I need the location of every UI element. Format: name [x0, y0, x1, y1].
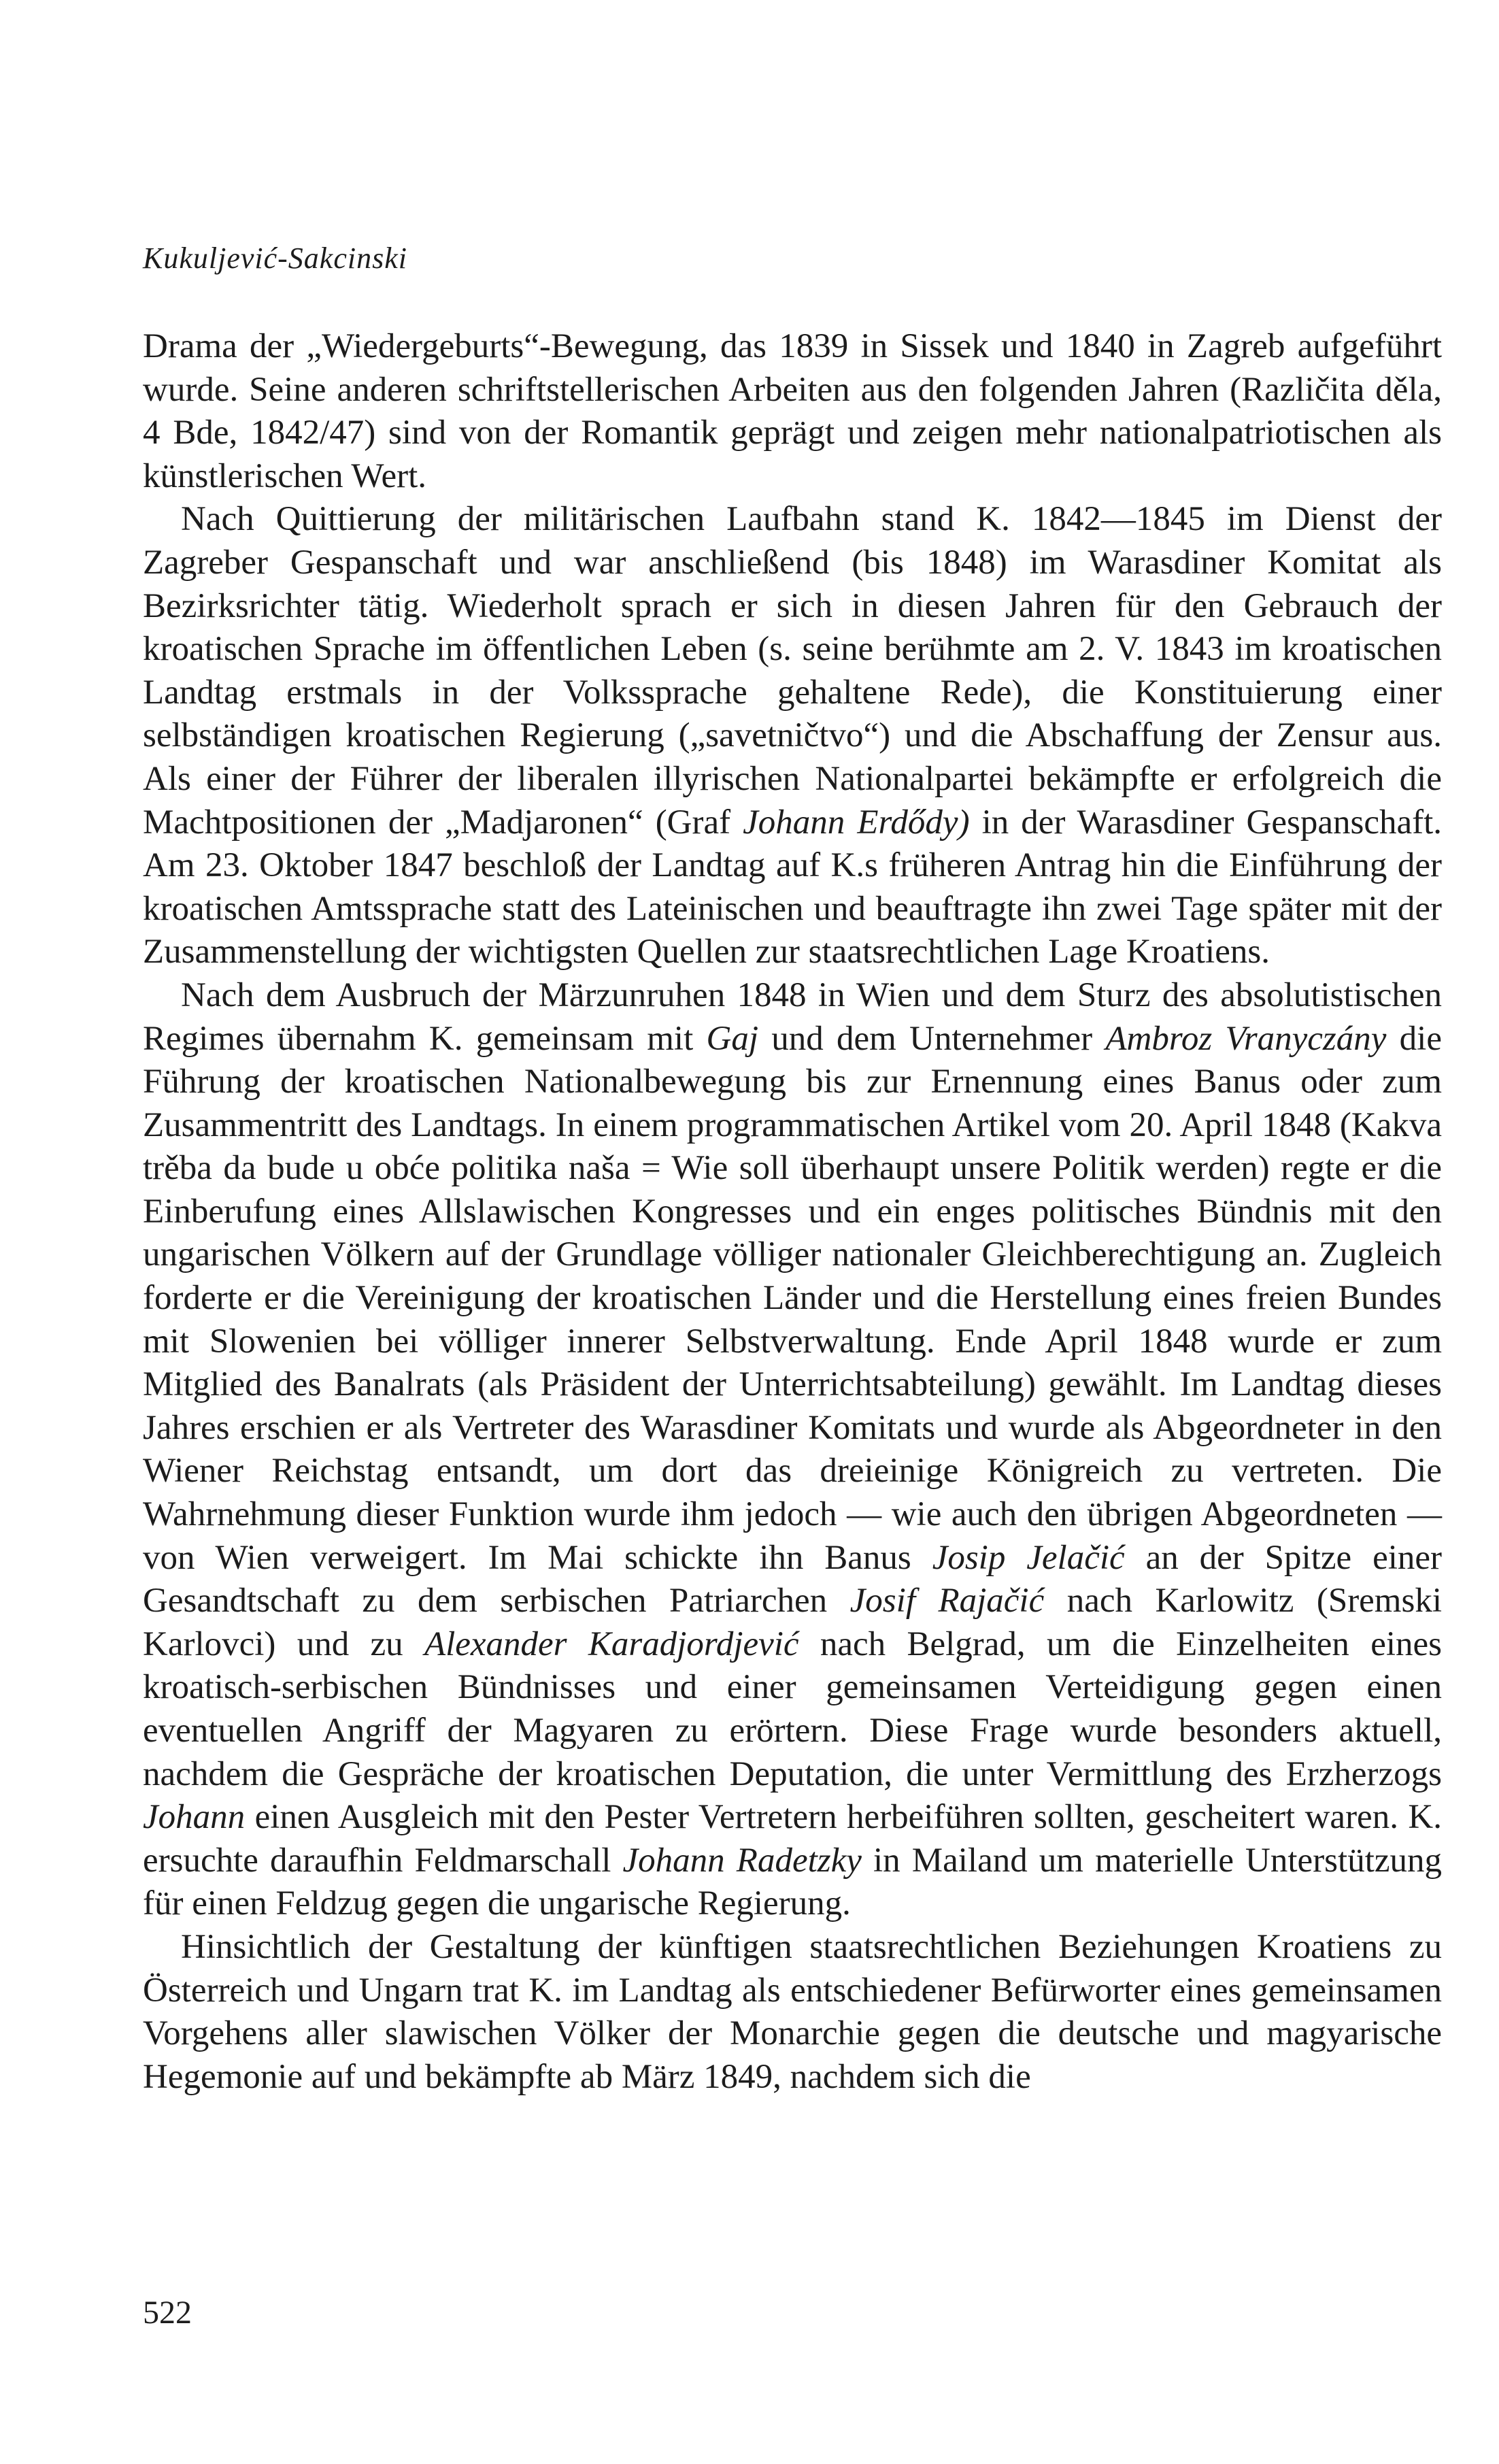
text-segment: und dem Unternehmer	[758, 1019, 1106, 1058]
text-segment: nach Karlowitz (Sremski Karlovci) und zu	[143, 1582, 1442, 1663]
italic-name: Johann Radetzky	[622, 1841, 862, 1880]
italic-name: Josip Jelačić	[932, 1538, 1125, 1577]
text-segment: Hinsichtlich der Gestaltung der künftigen staatsrechtlichen Beziehungen Kroatiens zu Österreich und Ungarn trat K. im Landtag als entschiedener Befürworter eines gemeinsamen Vorgehens aller slawischen Völker der Monarchie gegen die deutsche und magyarische Hegemonie auf und bekämpfte ab März 1849, nachdem sich die	[143, 1927, 1442, 2096]
paragraph-p3	[143, 974, 1442, 1926]
text-segment: in Mailand um materielle Unterstützung für einen Feldzug gegen die ungarische Regierung.	[143, 1841, 1443, 1923]
paragraph-p1	[143, 325, 1442, 498]
italic-name: Johann	[143, 1798, 246, 1837]
italic-name: Josif Rajačić	[849, 1582, 1045, 1620]
italic-name: Alexander Karadjordjević	[424, 1625, 799, 1663]
text-segment: die Führung der kroatischen Nationalbewegung bis zur Ernennung eines Banus oder zum Zusammentritt des Landtags. In einem programmatischen Artikel vom 20. April 1848 (Kakva trěba da bude u obće politika naša = Wie soll überhaupt unsere Politik werden) regte er die Einberufung eines Allslawischen Kongresses und ein enges politisches Bündnis mit den ungarischen Völkern auf der Grundlage völliger nationaler Gleichberechtigung an. Zugleich forderte er die Vereinigung der kroatischen Länder und die Herstellung eines freien Bundes mit Slowenien bei völliger innerer Selbstverwaltung. Ende April 1848 wurde er zum Mitglied des Banalrats (als Präsident der Unterrichtsabteilung) gewählt. Im Landtag dieses Jahres erschien er als Vertreter des Warasdiner Komitats und wurde als Abgeordneter in den Wiener Reichstag entsandt, um dort das dreieinige Königreich zu vertreten. Die Wahrnehmung dieser Funktion wurde ihm jedoch — wie auch den übrigen Abgeordneten — von Wien verweigert. Im Mai schickte ihn Banus	[143, 1019, 1442, 1577]
text-segment: Nach dem Ausbruch der Märzunruhen 1848 in Wien und dem Sturz des absolutistischen Regimes übernahm K. gemeinsam mit	[143, 976, 1442, 1058]
italic-name: Ambroz Vranyczány	[1105, 1019, 1387, 1058]
running-head: Kukuljević-Sakcinski	[143, 242, 407, 275]
italic-name: Johann Erdődy)	[743, 803, 970, 842]
paragraph-p4	[143, 1926, 1442, 2099]
page-number: 522	[143, 2295, 192, 2331]
paragraph-p2	[143, 498, 1442, 974]
text-segment: an der Spitze einer Gesandtschaft zu dem serbischen Patriarchen	[143, 1538, 1443, 1620]
italic-name: Gaj	[706, 1019, 759, 1058]
text-segment: Drama der „Wiedergeburts“-Bewegung, das 1839 in Sissek und 1840 in Zagreb aufgeführt wurde. Seine anderen schriftstellerischen Arbeiten aus den folgenden Jahren (Različita děla, 4 Bde, 1842/47) sind von der Romantik geprägt und zeigen mehr nationalpatriotischen als künstlerischen Wert.	[143, 327, 1442, 495]
text-segment: Nach Quittierung der militärischen Laufbahn stand K. 1842—1845 im Dienst der Zagreber Gespanschaft und war anschließend (bis 1848) im Warasdiner Komitat als Bezirksrichter tätig. Wiederholt sprach er sich in diesen Jahren für den Gebrauch der kroatischen Sprache im öffentlichen Leben (s. seine berühmte am 2. V. 1843 im kroatischen Landtag erstmals in der Volkssprache gehaltene Rede), die Konstituierung einer selbständigen kroatischen Regierung („savetničtvo“) und die Abschaffung der Zensur aus. Als einer der Führer der liberalen illyrischen Nationalpartei bekämpfte er erfolgreich die Machtpositionen der „Madjaronen“ (Graf	[143, 500, 1442, 842]
body-text	[143, 325, 1442, 2099]
text-segment: in der Warasdiner Gespanschaft. Am 23. Oktober 1847 beschloß der Landtag auf K.s früheren Antrag hin die Einführung der kroatischen Amtssprache statt des Lateinischen und beauftragte ihn zwei Tage später mit der Zusammenstellung der wichtigsten Quellen zur staatsrechtlichen Lage Kroatiens.	[143, 803, 1442, 971]
text-segment: einen Ausgleich mit den Pester Vertretern herbeiführen sollten, gescheitert waren. K. ersuchte daraufhin Feldmarschall	[143, 1798, 1442, 1880]
text-segment: nach Belgrad, um die Einzelheiten eines kroatisch-serbischen Bündnisses und einer gemeinsamen Verteidigung gegen einen eventuellen Angriff der Magyaren zu erörtern. Diese Frage wurde besonders aktuell, nachdem die Gespräche der kroatischen Deputation, die unter Vermittlung des Erzherzogs	[143, 1625, 1442, 1793]
